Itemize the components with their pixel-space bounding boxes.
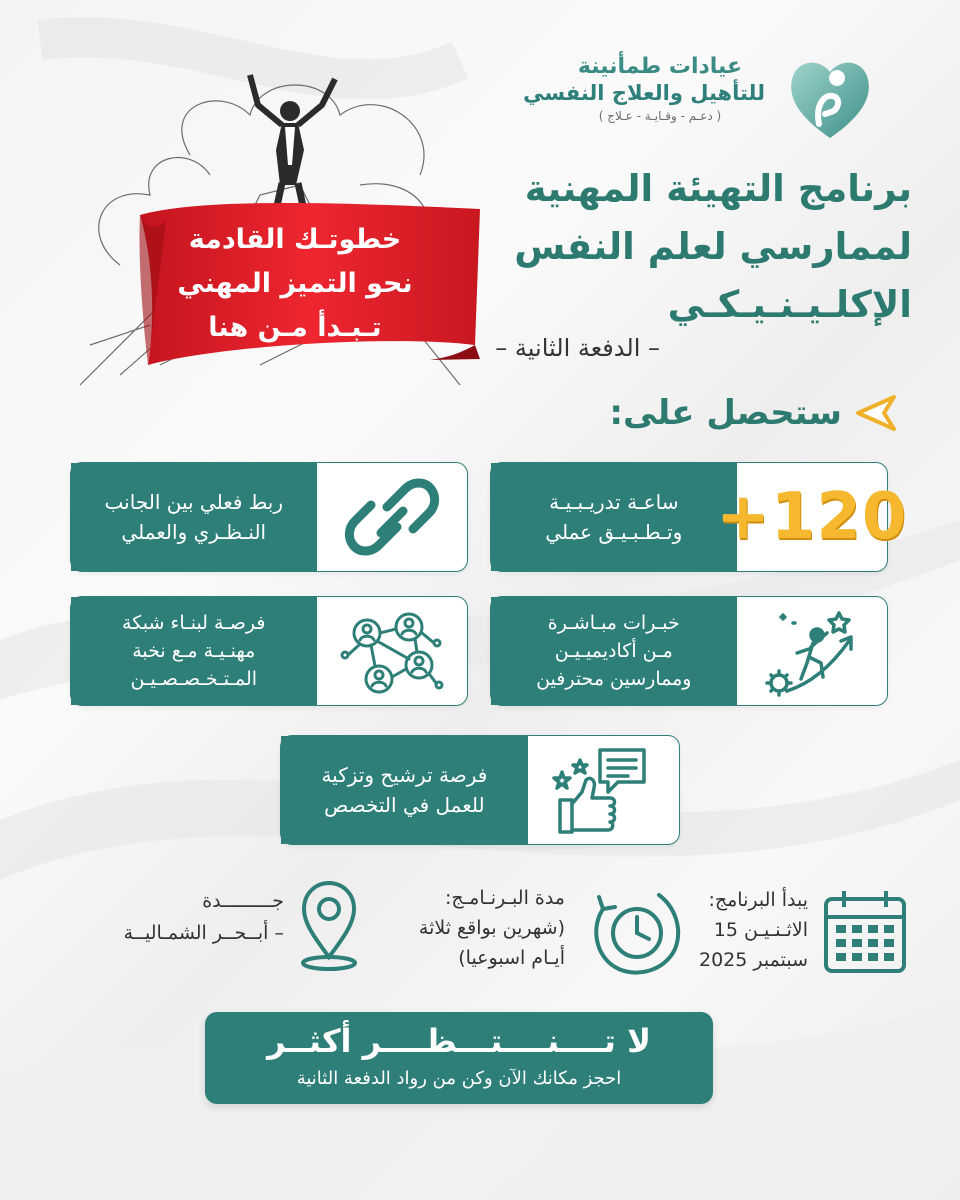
cta-main-text: لا تــــنــــتـــظــــر أكثــر xyxy=(267,1022,651,1060)
benefit-link-line2: النـظـري والعملي xyxy=(121,520,267,544)
clinic-logo xyxy=(523,54,880,144)
cta-register-banner[interactable] xyxy=(205,1012,713,1104)
benefit-card-network xyxy=(70,596,468,706)
banner-line-3: تـبـدأ مـن هنا xyxy=(208,312,382,343)
start-date: سبتمبر 2025 xyxy=(699,949,808,971)
benefit-nomination-line1: فرصة ترشيح وتزكية xyxy=(321,763,488,787)
title-line-1: برنامج التهيئة المهنية xyxy=(524,167,912,210)
benefit-card-experience xyxy=(490,596,888,706)
title-line-2: لممارسي لعلم النفس xyxy=(514,225,912,268)
logo-name-line1: عيادات طمأنينة xyxy=(577,54,743,79)
benefit-experience-line3: وممارسين محترفين xyxy=(536,668,692,690)
benefit-network-line1: فرصـة لبنـاء شبكة xyxy=(122,612,266,634)
logo-tagline: ( دعـم - وقـايـة - عـلاج ) xyxy=(598,109,722,123)
benefit-experience-line2: مـن أكاديميـيـن xyxy=(554,640,673,662)
benefit-card-link xyxy=(70,462,468,572)
calendar-icon xyxy=(822,887,908,975)
benefit-nomination-line2: للعمل في التخصص xyxy=(324,793,485,817)
chain-link-icon xyxy=(347,477,437,557)
network-people-icon xyxy=(337,603,447,699)
hours-number: +120 xyxy=(716,480,908,554)
cta-sub-text: احجز مكانك الآن وكن من رواد الدفعة الثانية xyxy=(296,1068,622,1089)
location-pin-icon xyxy=(294,879,364,975)
location-city: جـــــــــدة xyxy=(202,890,284,912)
banner-text xyxy=(150,218,440,350)
duration-value-line2: أيـام اسبوعيا) xyxy=(458,947,565,969)
benefit-link-line1: ربط فعلي بين الجانب xyxy=(104,490,283,514)
location-area: – أبــحــر الشمـاليــة xyxy=(123,922,284,944)
clock-icon xyxy=(589,881,685,977)
benefit-experience-line1: خبـرات مبـاشـرة xyxy=(547,612,680,634)
duration-value-line1: (شهرين بواقع ثلاثة xyxy=(418,917,565,939)
receive-heading xyxy=(609,393,898,433)
batch-label: – الدفعة الثانية – xyxy=(495,334,660,362)
banner-line-1: خطوتـك القادمة xyxy=(188,224,402,255)
start-label: يبدأ البرنامج: xyxy=(708,889,808,911)
program-location-block xyxy=(70,875,370,985)
banner-line-2: نحو التميز المهني xyxy=(177,268,413,299)
arrow-pointer-icon xyxy=(854,393,898,433)
program-duration-block xyxy=(380,875,685,985)
program-title xyxy=(482,160,912,334)
benefit-network-line3: المـتـخـصـصـيـن xyxy=(130,668,258,690)
benefit-card-nomination xyxy=(280,735,680,845)
title-line-3: الإكلـيـنـيـكـي xyxy=(667,283,912,326)
receive-label: ستحصل على: xyxy=(609,393,842,433)
heart-hand-logo-icon xyxy=(785,54,875,142)
climbing-success-icon xyxy=(757,603,867,699)
benefit-hours-line1: ساعـة تدريـبـيـة xyxy=(549,490,679,514)
benefit-hours-line2: وتـطـبـيـق عملي xyxy=(545,520,683,544)
benefit-network-line2: مهنـيـة مـع نخبة xyxy=(132,640,256,662)
logo-name-line2: للتأهيل والعلاج النفسي xyxy=(523,81,765,105)
benefit-card-hours xyxy=(490,462,908,572)
thumbs-up-review-icon xyxy=(548,742,658,838)
duration-label: مدة البـرنـامـج: xyxy=(444,887,565,909)
start-day: الاثـنـيـن 15 xyxy=(713,919,808,941)
